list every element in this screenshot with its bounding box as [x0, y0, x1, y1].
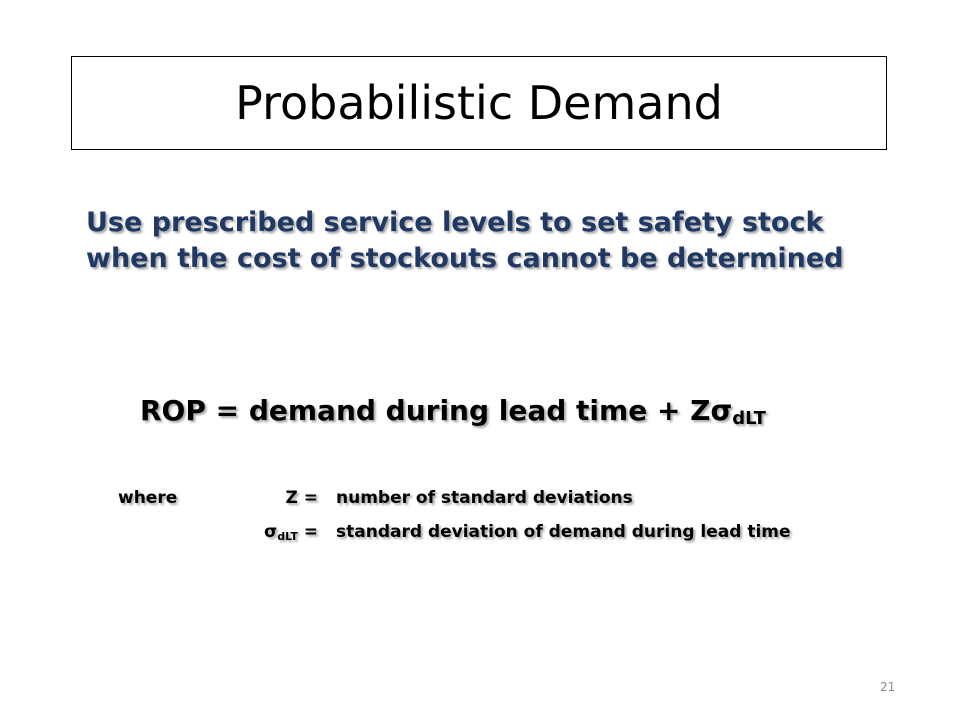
sigma-description: standard deviation of demand during lead time — [336, 522, 791, 542]
definition-row-z — [0, 488, 960, 522]
z-symbol-group — [220, 488, 318, 508]
title-box — [71, 56, 887, 150]
definitions — [0, 488, 960, 556]
page-number: 21 — [880, 680, 896, 694]
sigma-equals: = — [303, 522, 318, 542]
sigma-symbol-group — [220, 522, 318, 543]
formula-subscript: dLT — [732, 408, 766, 429]
formula-lhs: ROP = demand during lead time + Z — [140, 394, 711, 427]
intro-line-2: when the cost of stockouts cannot be determined — [86, 243, 844, 274]
rop-formula — [140, 394, 766, 429]
intro-line-1: Use prescribed service levels to set safety stock — [86, 207, 824, 238]
where-label: where — [118, 488, 178, 508]
slide-title: Probabilistic Demand — [235, 76, 723, 130]
sigma-symbol: σ — [264, 522, 278, 542]
z-symbol: Z — [285, 488, 298, 508]
z-description: number of standard deviations — [336, 488, 633, 508]
definition-row-sigma — [0, 522, 960, 556]
formula-sigma: σ — [710, 394, 733, 427]
sigma-subscript: dLT — [277, 530, 298, 543]
intro-text — [86, 205, 886, 277]
z-equals: = — [303, 488, 318, 508]
